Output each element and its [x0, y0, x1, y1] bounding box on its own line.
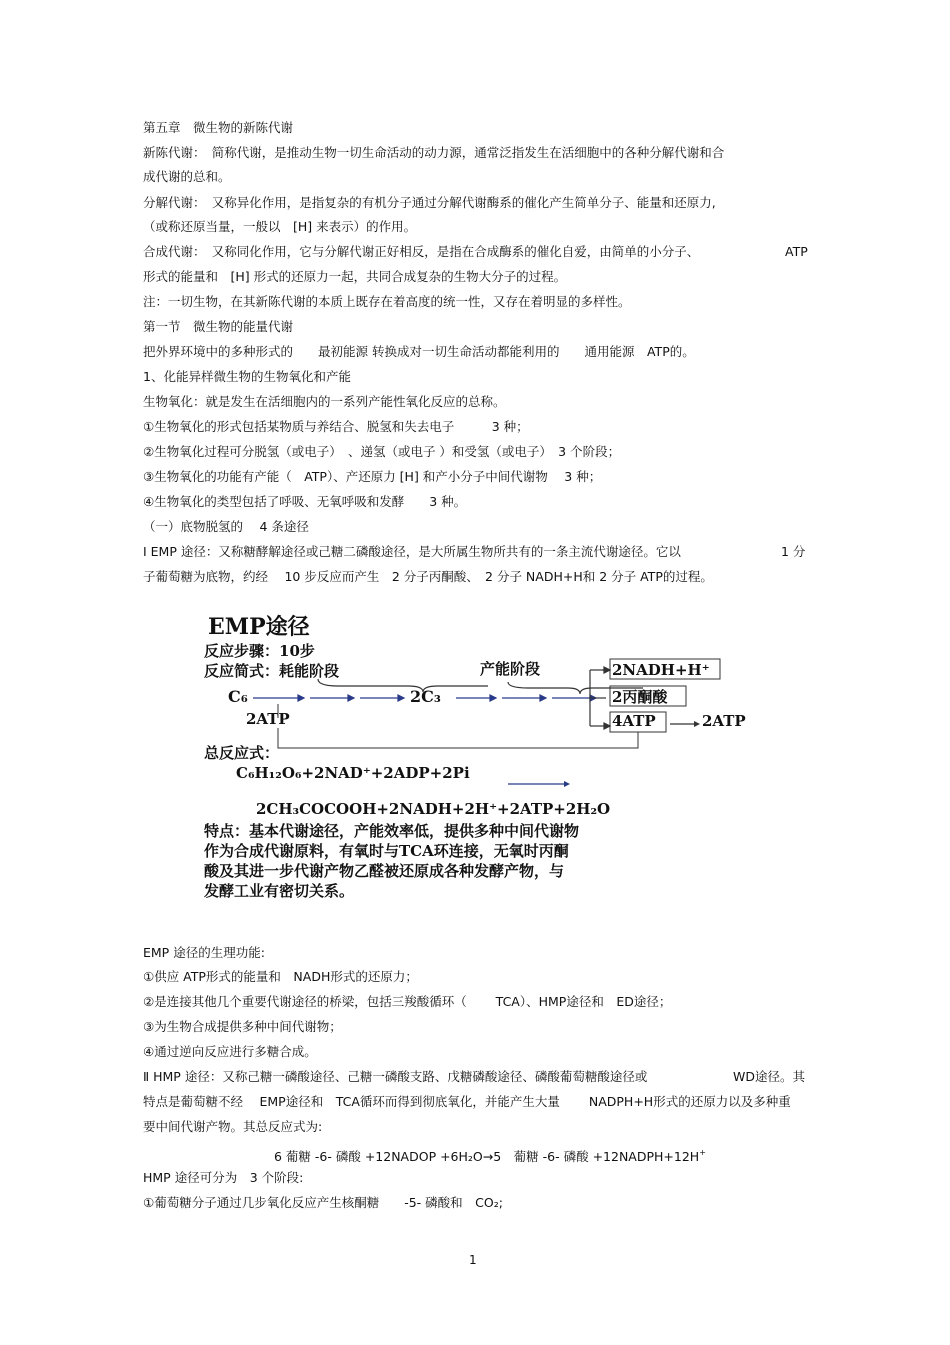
figure-equation-products: 2CH₃COCOOH+2NADH+2H⁺+2ATP+2H₂O [256, 800, 611, 818]
paragraph-anabolism-1-end: ATP [785, 244, 808, 259]
paragraph-metabolism-1: 新陈代谢： 简称代谢，是推动生物一切生命活动的动力源，通常泛指发生在活细胞中的各种分解代谢和合 [143, 145, 725, 160]
paragraph-catabolism-1: 分解代谢： 又称异化作用，是指复杂的有机分子通过分解代谢酶系的催化产生简单分子、能量和还原力, [143, 195, 716, 210]
hmp-equation: 6 葡糖 -6- 磷酸 +12NADOP +6H₂O→5 葡糖 -6- 磷酸 +12NADPH+12H+ [274, 1148, 706, 1164]
figure-feature-3: 酸及其进一步代谢产物乙醛被还原成各种发酵产物，与 [204, 862, 565, 880]
list-item: ①供应 ATP形式的能量和 NADH形式的还原力； [143, 969, 418, 984]
paragraph-note: 注：一切生物，在其新陈代谢的本质上既存在着高度的统一性，又存在着明显的多样性。 [143, 294, 631, 309]
list-item: ①生物氧化的形式包括某物质与养结合、脱氢和失去电子 3 种； [143, 419, 529, 434]
figure-total-label: 总反应式： [204, 744, 280, 762]
list-item: ④通过逆向反应进行多糖合成。 [143, 1044, 317, 1059]
label-nadh: 2NADH+H⁺ [612, 661, 710, 679]
figure-feature-1: 特点：基本代谢途径，产能效率低，提供多种中间代谢物 [204, 822, 580, 840]
list-item: ③生物氧化的功能有产能（ ATP）、产还原力 [H] 和产小分子中间代谢物 3 种； [143, 469, 602, 484]
list-item: ②是连接其他几个重要代谢途径的桥梁，包括三羧酸循环（ TCA）、HMP途径和 ED途径； [143, 994, 672, 1009]
figure-equation-reactants: C₆H₁₂O₆+2NAD⁺+2ADP+2Pi [236, 764, 470, 782]
paragraph-oxidation: 生物氧化：就是发生在活细胞内的一系列产能性氧化反应的总称。 [143, 394, 506, 409]
list-item: ①葡萄糖分子通过几步氧化反应产生核酮糖 -5- 磷酸和 CO₂; [143, 1195, 503, 1210]
paragraph-emp-1: Ⅰ EMP 途径：又称糖酵解途径或己糖二磷酸途径，是大所属生物所共有的一条主流代谢途径。它以 [143, 544, 681, 559]
figure-steps: 反应步骤：10步 [204, 642, 315, 660]
hmp-stages: HMP 途径可分为 3 个阶段: [143, 1170, 304, 1185]
list-item: ②生物氧化过程可分脱氢（或电子） 、递氢（或电子 ）和受氢（或电子） 3 个阶段； [143, 444, 621, 459]
subsection-title: 1、化能异样微生物的生物氧化和产能 [143, 369, 351, 384]
label-pyruvate: 2丙酮酸 [612, 688, 668, 706]
label-c6: C₆ [228, 687, 248, 706]
figure-production-stage: 产能阶段 [480, 660, 541, 678]
figure-brief: 反应简式：耗能阶段 [204, 662, 340, 680]
figure-title: EMP途径 [208, 614, 310, 640]
paragraph-emp-2: 子葡萄糖为底物，约经 10 步反应而产生 2 分子丙酮酸、 2 分子 NADH+H和 2 分子 ATP的过程。 [143, 569, 713, 584]
emp-function-title: EMP 途径的生理功能: [143, 945, 265, 960]
paragraph-anabolism-2: 形式的能量和 [H] 形式的还原力一起，共同合成复杂的生物大分子的过程。 [143, 269, 567, 284]
paragraph-catabolism-2: （或称还原当量，一般以 [H] 来表示）的作用。 [143, 219, 417, 234]
section-title: 第一节 微生物的能量代谢 [143, 319, 294, 334]
paragraph-hmp-2: 特点是葡萄糖不经 EMP途径和 TCA循环而得到彻底氧化，并能产生大量 NADPH+H形式的还原力以及多种重 [143, 1094, 791, 1109]
label-atp-output: 4ATP [612, 712, 656, 730]
paragraph-hmp-3: 要中间代谢产物。其总反应式为: [143, 1119, 323, 1134]
label-atp-net: 2ATP [702, 712, 746, 730]
figure-feature-4: 发酵工业有密切关系。 [204, 882, 355, 900]
paragraph-hmp-1-end: WD途径。其 [733, 1069, 805, 1084]
page-number: 1 [469, 1253, 477, 1267]
paragraph-hmp-1: Ⅱ HMP 途径：又称己糖一磷酸途径、己糖一磷酸支路、戊糖磷酸途径、磷酸葡萄糖酸途径或 [143, 1069, 648, 1084]
paragraph-anabolism-1: 合成代谢： 又称同化作用，它与分解代谢正好相反，是指在合成酶系的催化自爱，由简单的小分子、 [143, 244, 700, 259]
paragraph-energy: 把外界环境中的多种形式的 最初能源 转换成对一切生命活动都能利用的 通用能源 ATP的。 [143, 344, 695, 359]
hmp-equation-text: 6 葡糖 -6- 磷酸 +12NADOP +6H₂O→5 葡糖 -6- 磷酸 +12NADPH+12H [274, 1149, 700, 1164]
list-item: ③为生物合成提供多种中间代谢物； [143, 1019, 342, 1034]
subsection-title-pathways: （一）底物脱氢的 4 条途径 [143, 519, 309, 534]
label-2c3: 2C₃ [410, 687, 441, 706]
label-atp-input: 2ATP [246, 710, 290, 728]
chapter-title: 第五章 微生物的新陈代谢 [143, 120, 294, 135]
paragraph-emp-1-end: 1 分 [781, 544, 806, 559]
list-item: ④生物氧化的类型包括了呼吸、无氧呼吸和发酵 3 种。 [143, 494, 467, 509]
figure-feature-2: 作为合成代谢原料，有氧时与TCA环连接，无氧时丙酮 [204, 842, 569, 860]
emp-pathway-figure [198, 606, 810, 924]
paragraph-metabolism-2: 成代谢的总和。 [143, 169, 231, 184]
